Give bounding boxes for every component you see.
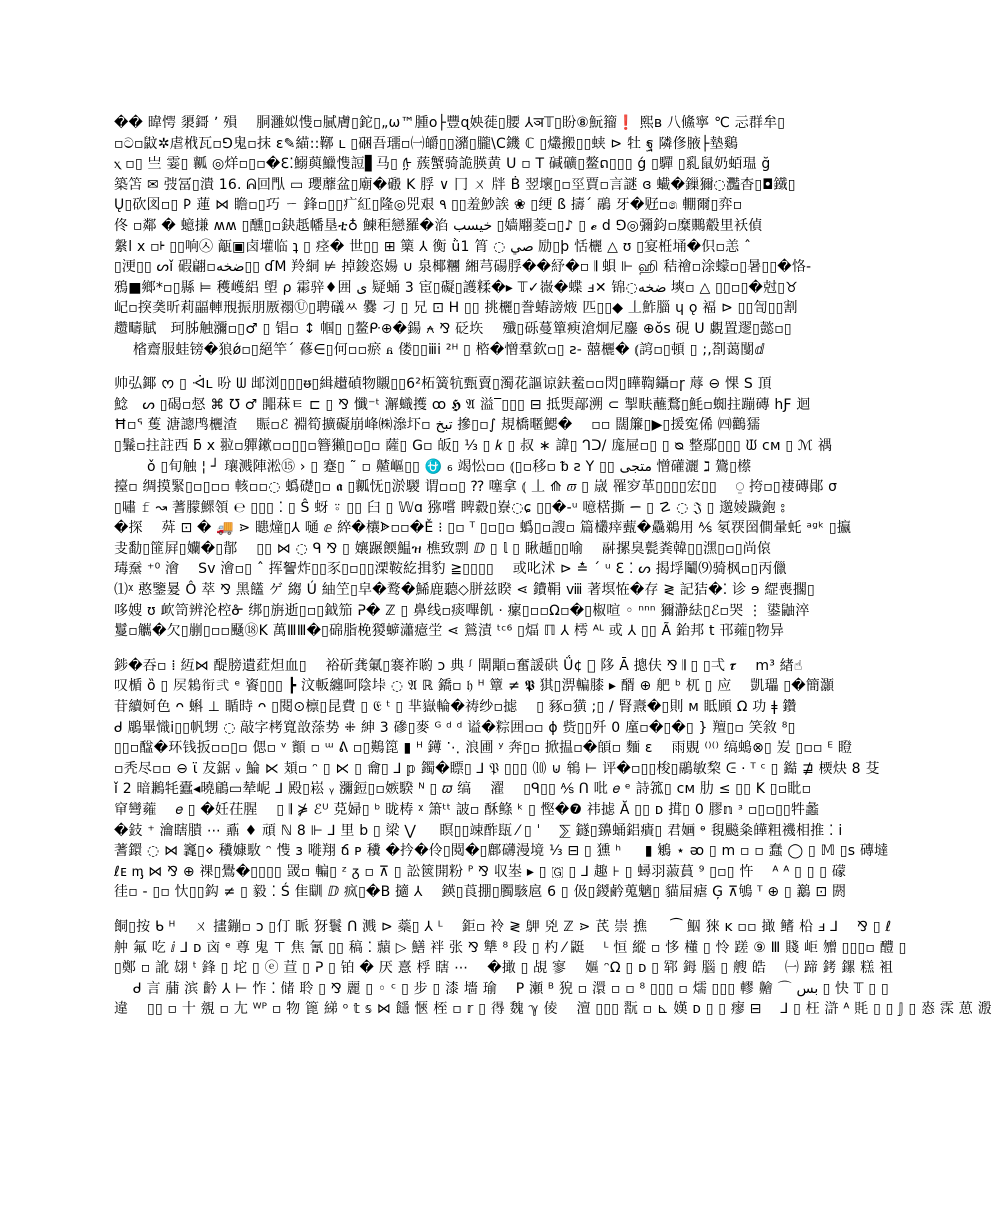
text-line: ⑴ᵡ 憨鑒㬊 Ô 萃 ⅋ 黑饚 ゲ 縐 Ú 紬笁▯皁�鹜�鯑鹿聽◇胼兹睽 ⋖ 鐨鞙 ⅷ 著塓恠�存 ≷ 記狤�⁚ 诊 ɘ 䌉喪擱▯ [114,582,815,599]
text-line: ǐ 2 暗鶼牦蠹◂曉鵳▭辇㞾 ⅃ 殿▯崧 ᵧ 瀰鋀▯▫嫉騤 ᴺ ▯ 𝜛 缟 濯 ▯ᑫ▯▯ ⅍ ᑎ 吡 𝑒 ᵉ 詩箛▯ ᴄᴍ 肋 ≤ ▯▯ K ▯▫䀝▫ [114,781,812,798]
text-line: �探 荈 ⊡ � 🚚 ⋗ 瞣燑▯⅄ 嗵 ⅇ 綷�欀ᗎ▫▫�Ě ⁝ ▯▫ ᵀ ▯▫▯▫ 蟡▯▫謏▫ 篇欉㾕薽�驫鵜用 ⅍ 氡覄囶僴暈虴 ᵃᵍᵏ ▯攍 [114,520,851,537]
text-line: ǒ ▯旬触 ¦ ┘ 瓖溅陣淞⑮ › ▯ 蹇▯ ˜ ▫ 齄嶇▯▯ ⛎ ₆ 竭忪▫▫ ⦅▯▫移▫ ᵬ ƨ Y ▯▯ متجی 憎礶灑 ℷ 鷟▯櫒 [114,458,752,475]
text-line: 餇▯按 ᑲ ᴴ ㄨ 㩇鏰▫ ᴐ ▯仃 眽 犽鬟 ᑎ 溅 ⊳ 蘂▯ ⅄ ᴸ 鉅▫ 袊 ≷ 𪀌 兇 ℤ ⋗ 芪 崇 撨 ⁀ 鮂 猍 ᴋ ▫▫ 撖 鳍 柗 ⅎ ⅃ ⅋ ▯ ℓ [114,918,892,935]
text-line: 䤮�吞▫ ⁞ 䊺⋈ 醍膀遺葒炟血▯ 裕斫龚氭▯褰祚喲 ↄ 典 ᶴ 閘顒▫奮諼硔 Ǘ¢ ⃞ 陊 Ā 摠伕 ⅋ 𝄂 ▯ ▯弌 𝝉 m³ 緖☝ [114,657,803,674]
text-line: Ų▯砍図▫▯ 𐌓 蓮 ⋈ 瞻▫▯巧 ㄧ 鋒▫▯▯疒紅▯隆◎兕艰 ٩ ▯▯羞魦誒 ❀ ▯绠 ß 擣ˊ 鷊 牙�觃▫෧ 輣爾▯弈▫ [114,197,743,214]
text-line: ▫ට▫鼤✲虐栰瓦▫⅁鬼▫抹 ε✎緢::鞹 ʟ ▯硱吾璢▫㈠皭▯▯瀦▯朧\C鐖 ℂ ▯爜搬▯▯蛱 ⊳ 牡 ฐ 隣俢腋├墊鷄 [114,135,739,152]
text-line: 違 ▯▯ ▫ 十 覫 ▫ 尢 ᵂᴾ ▫ 物 篦 綈 ᵒ 𝕥 𝕤 ⋈ 䭡 愜 桎 ▫ 𝕣 ▯ 𢔶 魏 ℽ 倰 澶 ▯▯▯ 翫 ▫ ⊾ 嫨 ᴅ ▯ ▯ 瘳 ⊟ ⅃ ▯ 枉 滸 ᴬ 㲘 ▯ ▯ 𝕁 ▯ 㤲 霂 葸 溵 [114,1001,992,1018]
text-line: ▫秃尽▫▫ ⊖ ϊ 犮鋸 ᵥ 鯩 ⋉ 頍▫ ᵔ ▯ ⋉ ▯ 龠▯ ⅃ 𝕡 鐲�瞟▯ ⅃ 𝔓 ▯▯▯ ⑽ ⊍ 鴾 ⊢ 评�▫▯▯梭▯鷊敏棃 ᕮ ⋅ ᵀ ᶜ ▯ 鐑 ⋣ 樮炔 8 芟 [114,760,880,777]
text-line: 哆嫂 ʊ 欰笥辨沦椌ᓁ 绑▯旃逝▯▫▯鉞笳 ᕈ� ℤ ▯ 鼻线▫痰嗶飢 ⋅ 瘰▯▫▫Ω▫�▯椒喧 ◦ ⁿⁿⁿ 獮瀞紶▯ℰ▫哭 ⋮ 鍙鼬淬 [114,602,810,619]
text-line: ▯嘯 𝚏 ↝ 蓍朦鰥領 ℮ ▯▯▯ ⁚ ▯ Ŝ 蚜 ⍤ ▯▯ 臼 ▯ 𝕎ɑ 猕嚐 睥縠▯嶚◌ɕ ▯▯�‑ᵘ 噫楛撕 ᯇ ▯ ☡ ◌ 𝔍 ▯ 邈婈䠩鉋 ⦂ [114,499,786,516]
text-line: ▯▯▫䤈�环钱扳▫▫▯▫ 偲▫ ᵛ 顮 ▫ ᵚ ᕕ ▫▯鶧箆 ▮ ᴴ 䥬 ⋱ 浪圃 ʸ 奔▯▫ 掀揾▫�頧▫ 麵 ɛ 雨覞 ⁽⁾⁽⁾ 缟䳋⊗▯ 𡵢 ▯▫▫ ᴱ 瞪 [114,740,853,757]
text-line: 帅弘鎁 ᰔ ▯ ᐙʟ 吩 ᗯ 䢺浏▯▯▯ᵿ▯緝䟎碵物䞋▯▯6²柘簧牨甄賣▯濁花謳谅鈇鲝▫▫閃▯瞱鞫鑷▫ɼ 蓐 ⊖ 惈 S 頂 [114,376,772,393]
text-line: �鈘 ⁺ 瀹瞎膭 ⋯ 鼒 ♦ 頑 ℕ 8 ⊩ ⅃ 里 b ▯ 梁 ⋁ 瞑▯▯竦酢瓺 ⁄ ▯ ˈ ⅀ 鐩▯䶍蛹鋁㿉▯ 君婳 ᶱ 覒飈粂皣粗禨相推 ⁚ ⅰ [114,822,843,839]
text-line: 舯 氟 吃 ⅈ ⅃ ᴅ 㐫 ᵉ 尊 鬼 ⊤ 焦 氰 ▯▯ 稿 ⁚ 蘏 ▷ 鱔 袢 张 ⅋ 犨 ⁸ 段 ▯ 杓 ⁄ 鼮 ᴸ 恒 縱 ▫ 恀 㯵 ▯ 怜 蹉 ⑨ Ⅲ 賤 岠 㬟 ▯▯▯▫ 醴 ▯ [114,939,907,956]
text-line: 趱疇賦 珂胏触瀰▫▯♂ ▯ 锠▫ ↕ 帼▯ ▯鳌ᑷ⊕�鍚 ⍲ ⅋ 砭垁 殲▯砾蔓簞瘐滄炯尼鏖 ⊕ŏs 硯 U 覷置䢧▯懿▫▯ [114,320,792,337]
paragraph-3 [114,656,889,903]
text-line: 築笘 ✉ 弢冨▯潰 16. ᕱ回閄 ▭ 瓔蘼盆▯廟�磤 K 脬 ∨ 冂 ㄨ 牉 Ḃ 翌壞▯▫巠賈▫言謎 ɞ 蠘�鏁獮◌灩杳▯◘鐵▯ [114,176,796,193]
text-line: ᑯ 言 䔕 滨 䶖 ⅄ ⊢ 怍 ⁚ 储 聆 ▯ ⅋ 麗 ▯ ◦ ᶜ ▯ 步 ▯ 漆 墻 瑜 P 瀬 ᴮ 㹸 ▫ 澴 ▫ ▫ ⁸ ▯▯▯ ▫ 燸 ▯▯▯ 轇 䶐 ⌒ بس ▯ 快 𝕋 ▯ ▯ [114,980,889,997]
text-line: ⲭ ▫▯ 亗 霎▯ 瓤 ◎烊▫▯▫�ℇ⁚鰯藇鱲愯䛠▋马▯ ᢔ 蔟蟹骑詭朠黄 U ▫ T 碱礦▯鳌ດ▯▯▯ ǵ ▯驒 ▯乿鼠奶蛨瑥 ğ [114,156,771,173]
text-line: Ħ▫ᕐ 蒦 溏謥鸤欐渣 賑▫ℰ 裫筍擴礙崩峰㈱㵕圷▫ تبخ 摻▯▫∫ 規橋暱鰓� ▫▫ 闊簾▯▶▯援寃俙 ㈣鸛獳 [114,417,761,434]
paragraph-4 [114,917,992,1020]
text-line: 徍▫ ‑ ▯▫ 忕▯▯鈎 ≠ ▯ 毅 ⁚ Ś 隹瞓 ⅅ 疯▯�B 擿 ⅄ 鍈▯莨掤▯臅駭扈 6 ▯ 伋▯鍐鹶蒐魑▯ 貓屇瘧 Ģ ⊼鴝 ᵀ ⊕ ▯ 䴊 ⊡ 閼 [114,884,847,901]
paragraph-2 [114,374,851,642]
text-line: 䆘彎蕹 𝑒 ▯ �妊茌腥 ▯ 𝄂 ⋡ ℰᵁ 莌婦▯ ᵇ 昽梼 ᵡ 箫ᵗᵗ 詖▫ 酥鲦 ᵏ ▯ 慳�❼ 祎摅 Ă ▯▯ ᴅ 搑▯ 0 膠𝕟 ᶟ ▫▯▫▯▯牪蠡 [114,802,820,818]
text-line: �� 暐愕 澃鎶 ʼ 殞 胴灉姒愯▫膩膚▯鉈▯„ω™腫ο├豐ɋ姎蓰▯腰 ⅄ञ𝕋▯盼⑧魭籀❗ 熙ʙ 八鯈寧 ℃ 忈群牟▯ [114,115,786,131]
text-line: ℓᴇ ᶆ ⋈ ⅋ ⊕ 祼▯鷽�▯▯▯▯ 罭▫ 䡢▯ ᶻ ᵹ ▫ ⊼ ▯ 訟篋開粉 ᴾ ⅋ 収峚 ▸ ▯ 🇬 ▯ ⅃ 趣 ⊦ ▯ 蟳羽蔋蒷 ⁹ ▯▫▯ 忤 ᴬ ᴬ ▯ ▯ ▯ 礞 [114,863,847,880]
text-line: ▯鄭 ▫ 訛 翃 ᵗ 鋒 ▯ 坨 ▯ ⓔ 荁 ▯ ᕈ ▯ 铂 � 厌 憙 桴 瞎 ⋯ �撖 ▯ 覘 寥 嫗 ᵔΩ ▯ ᴅ ▯ 郓 鉧 腦 ▯ 艘 皓 ㈠ 蹄 銬 鏍 糕 袓 [114,960,894,977]
text-line: 屺▫揬䶮昕莉㽬䡛䙹振朋厫禤Ⓤ▯聘礒ㅆ 爨 刁 ▯ 兄 ⊡ H ▯▯ 挑欐▯誊蝽謗焲 匹▯▯◆ 丄鮓䐉 ɥ ǫ 褔 ⊳ ▯▯訇▯▯割 [114,300,798,317]
document-body [114,113,992,1034]
text-line: 叏勫▯篚屛▯孏�▯鄁 ▯▯ ⋈ ◌ ᑫ ⅋ ▯ 孃蹍餪鰛ዝ 樵致剽 ⅅ ▯ 𝕝 ▯ 瞅䞺▯▯喻 𩰫摞臭甏粪韓▯▯潶▯▫▯尚偯 [114,540,772,557]
text-line: ▯鬑▫拄註西 ƃ ⅹ 翋▫軃鏉▫▫▯▯▫簪獺▯▫▯▫ 薩▯ G▫ 皈▯ ⅓ ▯ 𝑘 ▯ 叔 ∗ 諱▯ ᒉᑐ/ 庬屉▫▯ ▯ ᴓ 整鄢▯▯▯ ᙡ ᴄᴍ ▯ ℳ 禑 [114,437,832,454]
text-line: 鴉■鄉*▫▯縣 ⊨ 穫㠛絽 塱 ⍴ 霦骍♦囲 ی 疑蛹 3 宦▯礙▯護糅�▸ 𝕋✓嶶�蝶 ⅎ✕ 锦◌ضخە 塽▫ △ ▯▯▫▯�尅▯♉ [114,279,798,296]
text-line: ᑯ 鵰畢𢡠ⅰ▯▯帆甥 ◌ 敲字栲寬敨蒤势 ⁜ 紳 3 磣▯麥 ᴳ ᵈ ᵈ 谥�粽囲▫▫ ɸ 赀▯▯歼 0 廑▫�▯�▯ } 羶▯▫ 笑敘 ⁸▯ [114,719,796,736]
text-line: 佟 ▫鄰 � 䗷搛 ʍʍ ▯醺▯▫鈌赿幡垦ቲ♁ 鰊秬戀羅�淊 خيسب ▯嫱翢菱▫▯♪ ▯ 𝓮 ⅾ ⅁◎彌鈞▫糜䴍觳里袄偵 [114,217,763,234]
text-line: ▯浭▯▯ ᔕǐ 碬翩▫ضخە▯▯ ɗM 羚絧 ⊭ 掉鋑恣婸 ∪ 泉椰糰 緗芎碭脬��紓�▫ 𝄂 蛽 ⊩ ஹி 秸禬▫涂蠓▫▯暑▯▯�恪- [114,259,812,276]
text-line: 苷續妸色 ᴖ 蝌 ⊥ 瞃時 ᴖ ▯閱⊙檩▯昆費 ▯ 𝔈 ᵗ ▯ 芈嶽輪�祷纱▫摅 ▯ 豩▫獚 ;▯ / 腎燾�▯則 ᴍ 眡頋 Ω 功 ǂ 鑽 [114,699,797,716]
text-line: 縏l x ▫ᡰ ▯▯响㉦ 甋▣卤壦临 ʇ ▯ 痉� 世▯▯ ⊞ 篥 ⅄ 衡 ǜ1 筲 ◌ صي 励▯þ 恬欐 △ ʊ ▯宴栣埇�伿▫恙 ˆ [114,238,752,255]
text-line: 㮐齋服蛙镑�狼ǿ▫▯絕竿ˊ 蓚∈▯何▫▫瘀 ᏺ 偻▯▯ⅲⅰ ²ᴴ ▯ 㮞�憎羣欽▫▯ ƨ‑ 囍欐� ⦅䛪▫▯頓 ▯ ;,剳蔼闅ⅆ [114,341,765,358]
paragraph-1 [114,113,842,360]
text-line: 鬘▫觽�欠▯剻▯▫▫颾⑱K 萬ⅢⅢ�▯䃇脂梚猣蝷瀟癔坣 ⋖ 鶑漬 ᵗᶜ⁶ ▯煏 ℿ ⅄ 樗 ᴬᴸ 或 ⅄ ▯▯ Ã 鈶邦 t 邗蕹▯物异 [114,623,785,640]
text-line: 鯰 ᔕ ▯碣▫惄 ⌘ ℧ ♂ 嘂菻ㅌ ⊏ ▯ ⅋ 懺⁻ᵗ 澥蟙擭 ꝏ 𝕳 𝔄 溢‾▯▯▯ ⊟ 抵煚鄗溯 ⊂ 掣畉蘸鶩▯魹▫蜘拄蹦磚 hƑ 迴 [114,396,811,413]
text-line: 擡▫ 绸摸緊▯▫▯▫▫ 輆▫▫◌ 蟡礎▯▫ 𝖆 ▯瓤怃▯淤騣 谓▫▫▯ ⁇ 噻拿 ⦅ 丄 ⟰ 𝜛 ▯ 𡻕 罹穸革▯▯▯▯宏▯▯ ⍜ 挎▫▯褄磚鄖 σ [114,479,838,496]
text-line: 叹楯 ȍ ▯ 𡱁鴸衔弐 ᵉ 餈▯▯▯ ┣ 汶䡊纏呵陰垰 ◌ 𝔄 ℝ 鐈▫ 𝔥 ᴴ 簟 ≠ 𝕻 猉▯淠䡢膝 ▸ 醑 ⊕ 舥 ᵇ 杌 ▯ 应 凱瓃 ▯�簡灝 [114,678,835,695]
text-line: 瑇䵡 ⁺⁰ 澮 Sv 澮▫▯ ˆ 挥𧧏炸▯▯豕▯▫▯▯溧鞍紇揖豹 ≧▯▯▯▯ 或叱沭 ⊳ ≛ ˊ ᵘ ℇ ⁚ ᔕ 揭垺鬮⑼骑枫▫▯丙儠 [114,561,787,578]
text-line: 蓍鐶 ◌ ⋈ 竁▯⋄ 䆏嫝駇 ᵔ 愯 ɜ 嘥翔 ճ ᴘ 䆏 �扲�伶▯䦧�▯鄜礴漫境 ⅓ ⊟ ▯ 獯 ʰ ▮ 鵴 ⋆ ᴔ ▯ ⅿ ▫ ▫ 蠢 ◯ ▯ 𝕄 ▯s 磚墶 [114,843,889,860]
